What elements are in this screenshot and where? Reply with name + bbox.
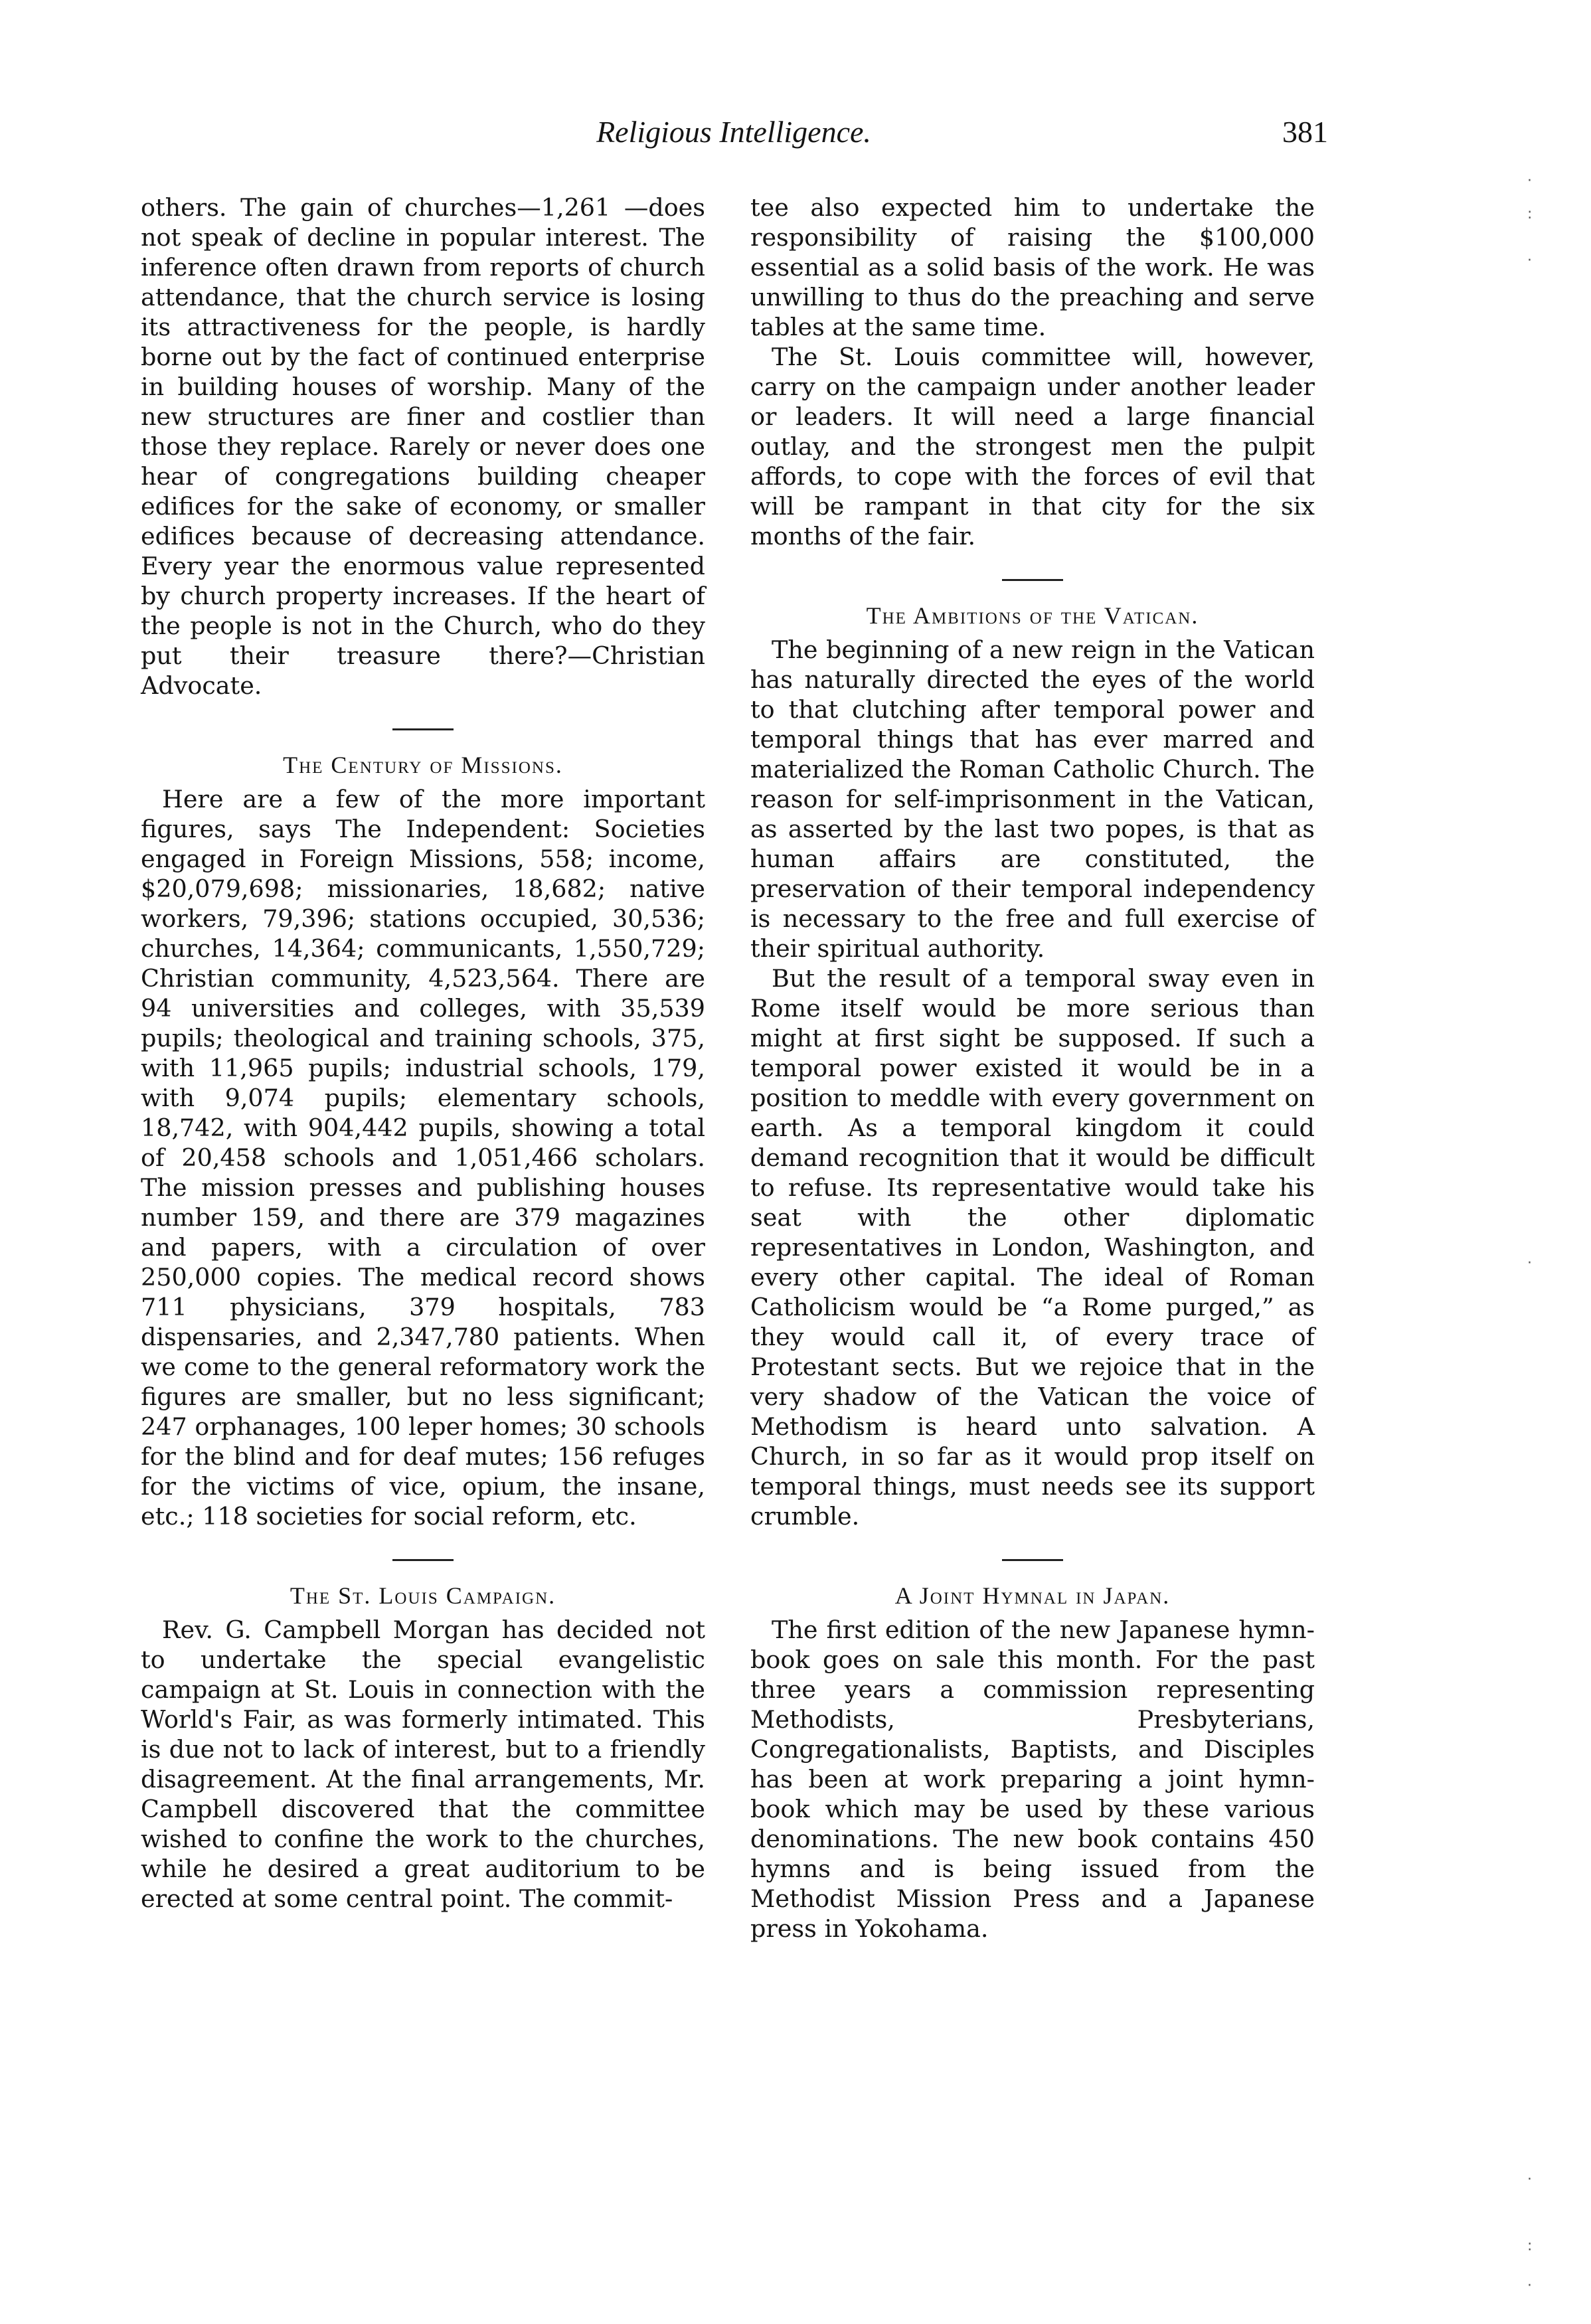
section-divider <box>1002 579 1063 581</box>
paragraph-japanese-hymnal: The first edition of the new Japanese hymn-book goes on sale this month. For the past three years a commission representing Methodists, Presbyterians, Congregationalists, Baptists, and Disciples has been at work preparing a joint hymn-book which may be used by these various denominations. The new book contains 450 hymns and is being issued from the Methodist Mission Press and a Japanese press in Yokohama. <box>750 1616 1315 1943</box>
section-divider <box>392 728 454 730</box>
paragraph-st-louis-committee: The St. Louis committee will, however, carry on the campaign under another leader or leaders. It will need a large financial outlay, and the strongest men the pulpit affords, to cope with the forces of evil that will be rampant in that city for the six months of the fair. <box>750 343 1315 550</box>
paragraph-vatican-reign: The beginning of a new reign in the Vatican has naturally directed the eyes of the world to that clutching after temporal power and temporal things that has ever marred and materialized the Roman Catholic Church. The reason for self-imprisonment in the Vatican, as asserted by the last two popes, is that as human affairs are constituted, the preservation of their temporal independency is necessary to the free and full exercise of their spiritual authority. <box>750 635 1315 963</box>
section-title-joint-hymnal: A Joint Hymnal in Japan. <box>894 1582 1171 1609</box>
paragraph-st-louis-campaign: Rev. G. Campbell Morgan has decided not to undertake the special evangelistic campaign at St. Louis in connection with the World's Fair, as was formerly intimated. This is due not to lack of interest, but to a friendly disagreement. At the final arrangements, Mr. Campbell discovered that the committee wished to confine the work to the churches, while he desired a great auditorium to be erected at some central point. The commit- <box>141 1616 705 1913</box>
right-column <box>750 193 1315 1944</box>
page-header <box>139 114 1328 154</box>
section-title-st-louis-campaign: The St. Louis Campaign. <box>290 1582 556 1609</box>
paragraph-campaign-continued: tee also expected him to undertake the responsibility of raising the $100,000 essential as a solid basis of the work. He was unwilling to thus do the preaching and serve tables at the same time. <box>750 193 1315 341</box>
running-title: Religious Intelligence. <box>596 115 871 149</box>
paragraph-missions-figures: Here are a few of the more important figures, says The Independent: Societies engaged in Foreign Missions, 558; income, $20,079,698; missionaries, 18,682; native workers, 79,396; stations occupied, 30,536; churches, 14,364; communicants, 1,550,729; Christian community, 4,523,564. There are 94 universities and colleges, with 35,539 pupils; theological and training schools, 375, with 11,965 pupils; industrial schools, 179, with 9,074 pupils; elementary schools, 18,742, with 904,442 pupils, showing a total of 20,458 schools and 1,051,466 scholars. The mission presses and publishing houses number 159, and there are 379 magazines and papers, with a circulation of over 250,000 copies. The medical record shows 711 physicians, 379 hospitals, 783 dispensaries, and 2,347,780 patients. When we come to the general reformatory work the figures are smaller, but no less significant; 247 orphanages, 100 leper homes; 30 schools for the blind and for deaf mutes; 156 refuges for the victims of vice, opium, the insane, etc.; 118 societies for social reform, etc. <box>141 785 705 1531</box>
section-title-ambitions-of-vatican: The Ambitions of the Vatican. <box>866 602 1199 629</box>
section-divider <box>1002 1559 1063 1561</box>
left-column <box>141 193 705 1914</box>
paragraph-church-building: others. The gain of churches—1,261 —does not speak of decline in popular interest. The inference often drawn from reports of church attendance, that the church service is losing its attractiveness for the people, is hardly borne out by the fact of continued enterprise in building houses of worship. Many of the new structures are finer and costlier than those they replace. Rarely or never does one hear of congregations building cheaper edifices for the sake of economy, or smaller edifices because of decreasing attendance. Every year the enormous value represented by church property increases. If the heart of the people is not in the Church, who do they put their treasure there?—Christian Advocate. <box>141 193 705 700</box>
paragraph-temporal-sway: But the result of a temporal sway even in Rome itself would be more serious than might at first sight be supposed. If such a temporal power existed it would be in a position to meddle with every government on earth. As a temporal kingdom it could demand recognition that it would be difficult to refuse. Its representative would take his seat with the other diplomatic representatives in London, Washington, and every other capital. The ideal of Roman Catholicism would be “a Rome purged,” as they would call it, of every trace of Protestant sects. But we rejoice that in the very shadow of the Vatican the voice of Methodism is heard unto salvation. A Church, in so far as it would prop itself on temporal things, must needs see its support crumble. <box>750 964 1315 1531</box>
section-title-century-of-missions: The Century of Missions. <box>283 752 563 778</box>
page-number: 381 <box>1282 115 1328 149</box>
section-divider <box>392 1559 454 1561</box>
